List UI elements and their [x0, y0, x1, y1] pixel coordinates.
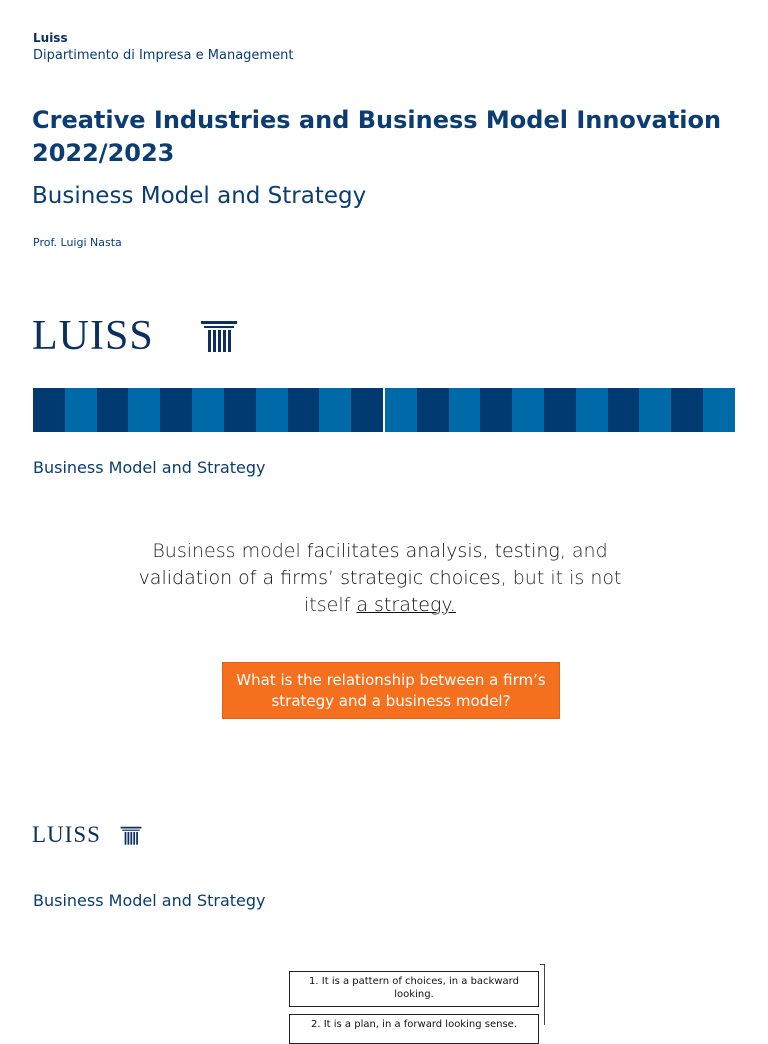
quote-text: , and	[559, 540, 608, 562]
decorative-stripe	[33, 388, 735, 432]
column-capital-icon	[200, 318, 238, 356]
luiss-logo-small	[32, 822, 101, 848]
professor-name: Prof. Luigi Nasta	[33, 236, 122, 249]
question-text: What is the relationship between a firm’s strategy and a business model?	[236, 670, 546, 710]
quote-emphasis: validation of a firms’ strategic choices	[138, 567, 501, 589]
slide-quote	[120, 538, 640, 619]
slide-title: Business Model and Strategy	[33, 891, 266, 910]
quote-underlined: a strategy.	[356, 594, 456, 616]
column-capital-icon	[120, 825, 142, 847]
quote-text: , but it is not itself	[304, 567, 622, 616]
slide-title: Business Model and Strategy	[33, 458, 266, 477]
logo-wordmark: LUISS	[32, 313, 154, 359]
bracket-line	[540, 964, 545, 1025]
diagram-box: 2. It is a plan, in a forward looking sense.	[289, 1014, 539, 1044]
document-subtitle: Business Model and Strategy	[32, 183, 367, 209]
question-callout	[222, 662, 560, 719]
department-name: Dipartimento di Impresa e Management	[33, 48, 294, 63]
course-title: Creative Industries and Business Model Innovation 2022/2023	[32, 106, 722, 167]
university-name: Luiss	[33, 31, 68, 45]
luiss-logo-large	[32, 312, 154, 360]
quote-text: Business model	[152, 540, 307, 562]
logo-wordmark: LUISS	[32, 822, 101, 847]
diagram-box: 1. It is a pattern of choices, in a backward looking.	[289, 971, 539, 1007]
quote-emphasis: facilitates analysis, testing	[306, 540, 560, 562]
